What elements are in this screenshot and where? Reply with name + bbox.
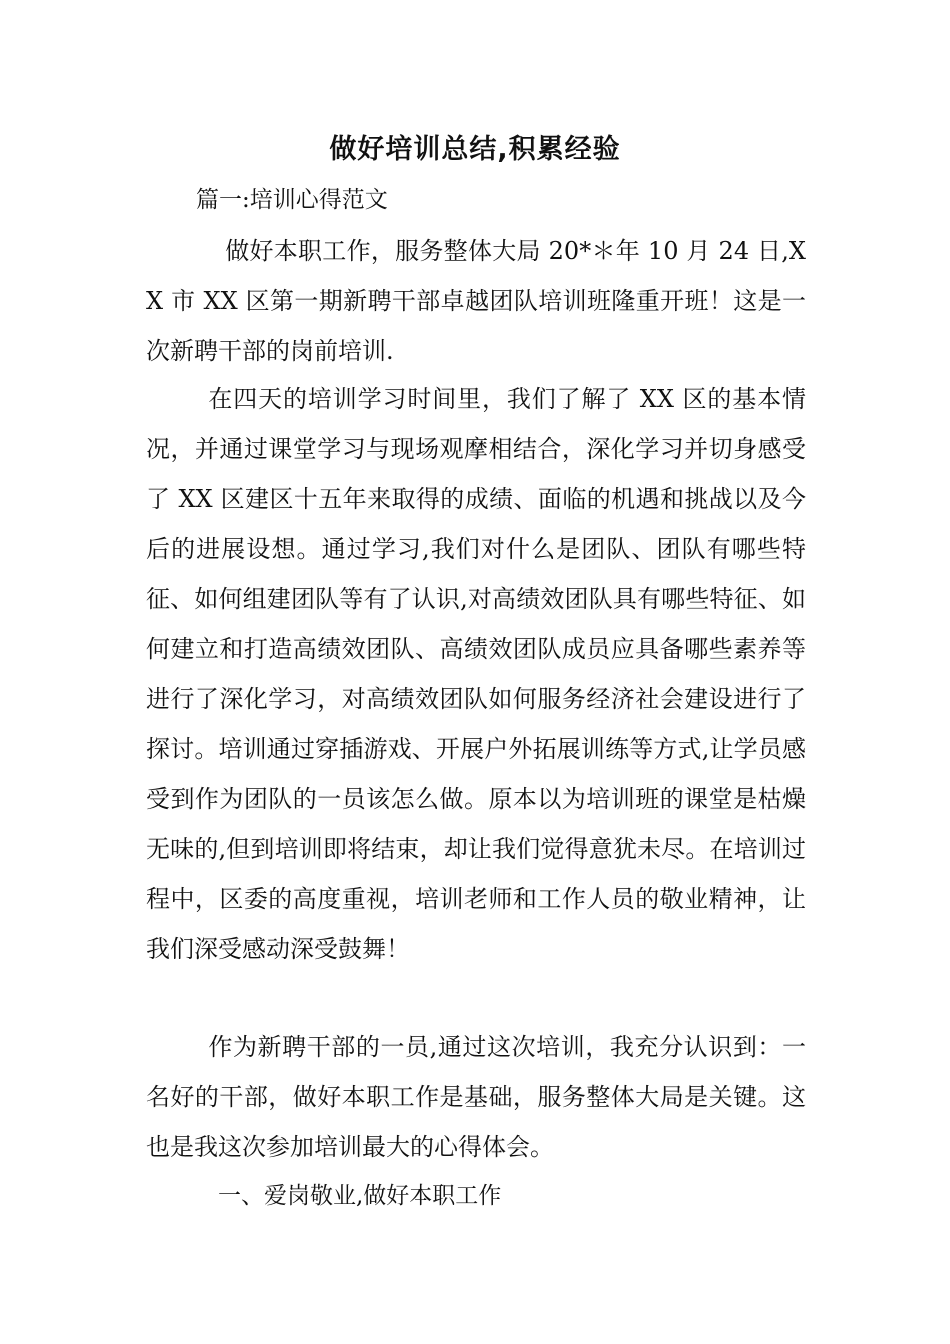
- document-title: 做好培训总结,积累经验: [329, 134, 621, 165]
- document-subtitle: 篇一:培训心得范文: [196, 187, 388, 213]
- paragraph-1: 做好本职工作，服务整体大局 20*＊年 10 月 24 日,XX 市 XX 区第一期新聘干部卓越团队培训班隆重开班！这是一次新聘干部的岗前培训.: [146, 237, 806, 365]
- paragraph-2: 在四天的培训学习时间里，我们了解了 XX 区的基本情况，并通过课堂学习与现场观摩相结合，深化学习并切身感受了 XX 区建区十五年来取得的成绩、面临的机遇和挑战以及今后的进展设想。通过学习,我们对什么是团队、团队有哪些特征、如何组建团队等有了认识,对高绩效团队具有哪些特征、如何建立和打造高绩效团队、高绩效团队成员应具备哪些素养等进行了深化学习，对高绩效团队如何服务经济社会建设进行了探讨。培训通过穿插游戏、开展户外拓展训练等方式,让学员感受到作为团队的一员该怎么做。原本以为培训班的课堂是枯燥无味的,但到培训即将结束，却让我们觉得意犹未尽。在培训过程中，区委的高度重视，培训老师和工作人员的敬业精神，让我们深受感动深受鼓舞！: [146, 385, 806, 963]
- section-heading: 一、爱岗敬业,做好本职工作: [218, 1183, 502, 1209]
- paragraph-3: 作为新聘干部的一员,通过这次培训，我充分认识到：一名好的干部，做好本职工作是基础，服务整体大局是关键。这也是我这次参加培训最大的心得体会。: [146, 1033, 806, 1161]
